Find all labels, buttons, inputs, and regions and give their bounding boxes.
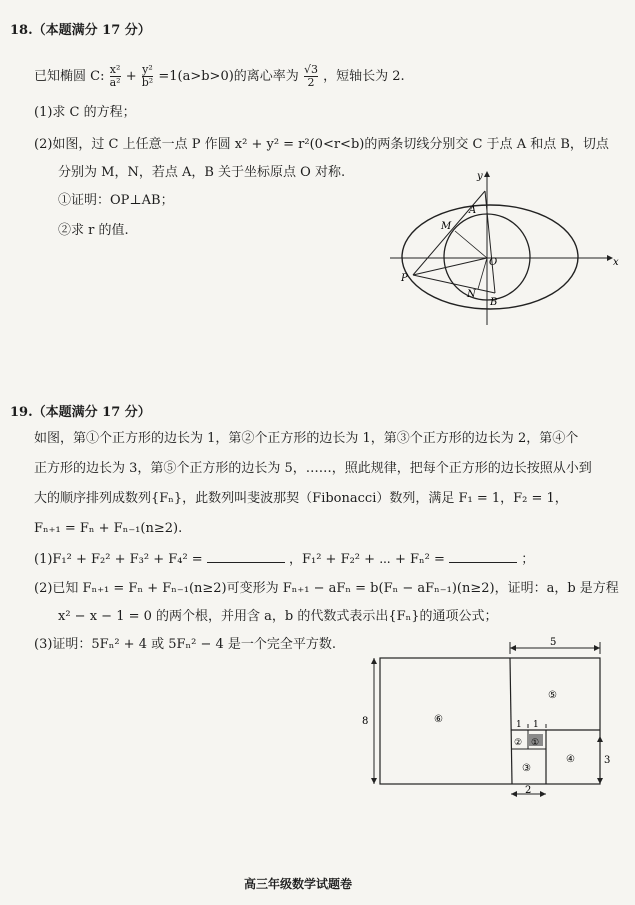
q19-part2-line2: x² − x − 1 = 0 的两个根，并用含 a，b 的代数式表示出{Fₙ}的通项公式； <box>58 609 498 624</box>
square6-right-edge <box>510 658 512 784</box>
answer-blank-1[interactable] <box>207 550 285 563</box>
q18-header: 18.（本题满分 17 分） <box>10 23 151 38</box>
square5-label: ⑤ <box>548 690 557 701</box>
q18-part2-i: ①证明：OP⊥AB； <box>58 193 174 208</box>
tangent-pb <box>413 275 495 293</box>
label-m: M <box>441 221 452 232</box>
label-o: O <box>489 257 498 268</box>
q19-part3: (3)证明：5Fₙ² + 4 或 5Fₙ² − 4 是一个完全平方数. <box>34 637 337 652</box>
q19-header: 19.（本题满分 17 分） <box>10 405 151 420</box>
square1-label: ① <box>531 738 540 748</box>
q19-part2-line1: (2)已知 Fₙ₊₁ = Fₙ + Fₙ₋₁(n≥2)可变形为 Fₙ₊₁ − aFₙ = b(Fₙ − aFₙ₋₁)(n≥2)，证明：a，b 是方程 <box>34 581 619 596</box>
q19-line4: Fₙ₊₁ = Fₙ + Fₙ₋₁(n≥2). <box>34 521 183 536</box>
square3-label: ③ <box>522 763 531 774</box>
outer-rect <box>380 658 600 784</box>
dim-bottom-arrow-l <box>511 791 517 797</box>
q18-part2-ii: ②求 r 的值. <box>58 223 129 238</box>
q18-part2-line2: 分别为 M，N，若点 A，B 关于坐标原点 O 对称. <box>58 165 346 180</box>
dim-left-arrow-t <box>371 658 377 664</box>
dim-top-arrow-l <box>510 645 516 651</box>
dim-small-label-2: 1 <box>533 720 539 730</box>
label-n: N <box>467 289 476 300</box>
dim-left-arrow-b <box>371 778 377 784</box>
y-axis-arrow <box>484 171 490 177</box>
q18-stem-c: ，短轴长为 2. <box>323 69 405 84</box>
square6-label: ⑥ <box>434 714 443 725</box>
dim-top-label: 5 <box>550 637 557 648</box>
label-p: P <box>401 273 408 284</box>
q18-part2-line1: (2)如图，过 C 上任意一点 P 作圆 x² + y² = r²(0<r<b)的两条切线分别交 C 于点 A 和点 B，切点 <box>34 137 609 152</box>
dim-right-arrow-b <box>597 778 603 784</box>
label-b: B <box>490 297 498 308</box>
q19-part1: (1)F₁² + F₂² + F₃² + F₄² = ，F₁² + F₂² + ⋯ + Fₙ² = ； <box>34 552 535 567</box>
answer-blank-2[interactable] <box>449 550 517 563</box>
dim-right-arrow-t <box>597 736 603 742</box>
dim-bottom-arrow-r <box>540 791 546 797</box>
q19-line2: 正方形的边长为 3，第⑤个正方形的边长为 5，……，照此规律，把每个正方形的边长按照从小到 <box>34 461 592 476</box>
dim-top-arrow-r <box>594 645 600 651</box>
q19-figure <box>358 636 618 806</box>
page-footer: 高三年级数学试题卷 <box>244 877 353 891</box>
label-y: y <box>477 171 483 182</box>
segment-on <box>478 258 487 289</box>
q18-stem-b: =1(a>b>0)的离心率为 <box>158 69 299 84</box>
label-a: A <box>469 205 477 216</box>
segment-op <box>413 258 487 275</box>
q19-line3: 大的顺序排列成数列{Fₙ}，此数列叫斐波那契（Fibonacci）数列，满足 F₁ = 1，F₂ = 1， <box>34 491 568 506</box>
dim-left-label: 8 <box>362 716 369 727</box>
segment-om <box>455 231 487 258</box>
q18-stem: 已知椭圆 C: $\frac{\text{x²}}{\text{a²}}$ + $\frac{\text{y²}}{\text{b²}}$ =1(a>b>0)的离心率为 $\frac{√3}{2}$ ，短轴长为 2. <box>34 63 405 89</box>
dim-bottom-label: 2 <box>525 785 532 796</box>
square2-label: ② <box>514 738 523 748</box>
tangent-pa <box>413 191 485 275</box>
square4-label: ④ <box>566 754 575 765</box>
q18-frac3: $\frac{√3}{2}$ <box>303 63 318 89</box>
q18-frac2: $\frac{\text{y²}}{\text{b²}}$ <box>141 63 154 89</box>
q18-frac1: $\frac{\text{x²}}{\text{a²}}$ <box>109 63 121 89</box>
q18-figure <box>385 165 625 333</box>
dim-right-label: 3 <box>604 755 611 766</box>
label-x: x <box>613 257 619 268</box>
dim-small-label-1: 1 <box>516 720 522 730</box>
q18-stem-a: 已知椭圆 C: <box>34 69 105 84</box>
q18-part1: (1)求 C 的方程； <box>34 105 136 120</box>
q19-line1: 如图，第①个正方形的边长为 1，第②个正方形的边长为 1，第③个正方形的边长为 2，第④个 <box>34 431 579 446</box>
